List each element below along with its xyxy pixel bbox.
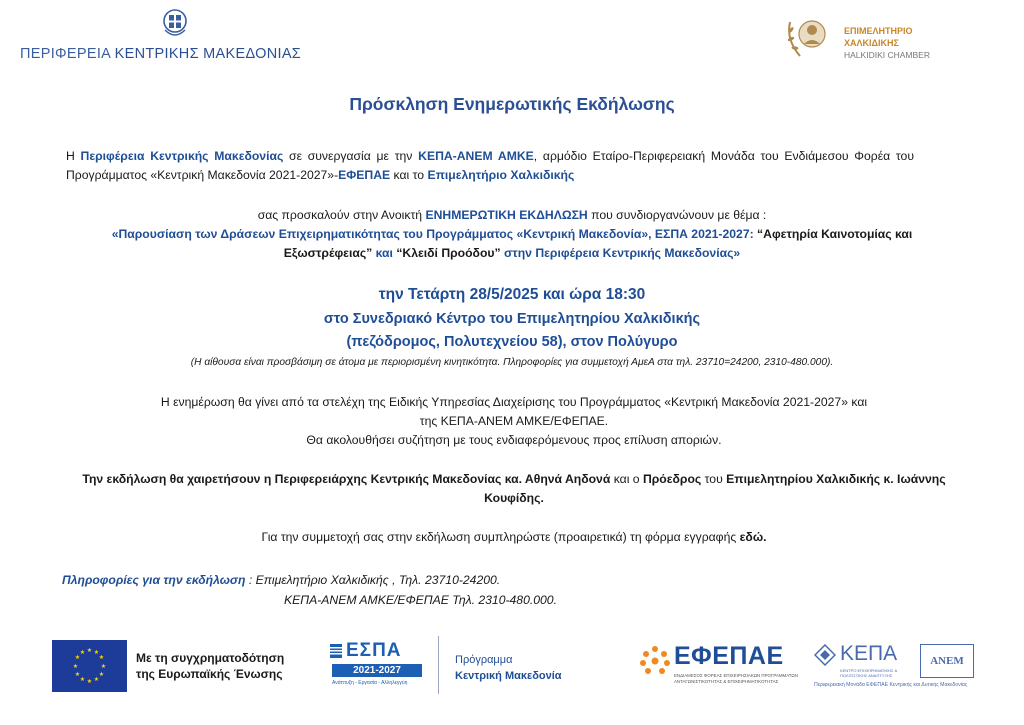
region-name	[20, 46, 301, 62]
region-logo	[20, 8, 302, 66]
svg-text:★: ★	[72, 663, 79, 670]
contact-info	[62, 570, 557, 610]
svg-text:★: ★	[79, 676, 86, 683]
topic-text: «Παρουσίαση των Δράσεων Επιχειρηματικότητας του Προγράμματος «Κεντρική Μακεδονία», ΕΣΠΑ 2021-2027:	[111, 227, 758, 241]
intro-paragraph	[66, 147, 914, 185]
greek-flag-icon	[330, 644, 342, 658]
kepa-subtitle: ΚΕΝΤΡΟ ΕΠΙΧΕΙΡΗΜΑΤΙΚΗΣ & ΠΟΛΙΤΙΣΤΙΚΗΣ ΑΝΑΠΤΥΞΗΣ	[840, 668, 898, 678]
contact-kepa: ΚΕΠΑ-ΑΝΕΜ ΑΜΚΕ/ΕΦΕΠΑΕ Τηλ. 2310-480.000.	[284, 593, 557, 607]
efepae-dots-icon	[640, 646, 670, 676]
chamber-logo	[782, 8, 962, 70]
accessibility-note: (Η αίθουσα είναι προσβάσιμη σε άτομα με περιορισμένη κινητικότητα. Πληροφορίες για συμμετοχή ΑμεΑ στα τηλ. 23710=24200, 2310-480.000).	[190, 357, 834, 368]
topic-text: στην Περιφέρεια Κεντρικής Μακεδονίας»	[500, 246, 741, 260]
org-region: Περιφέρεια Κεντρικής Μακεδονίας	[80, 149, 284, 163]
invite-text: σας προσκαλούν στην Ανοικτή	[257, 208, 426, 222]
eu-text-line2: της Ευρωπαϊκής Ένωσης	[136, 667, 283, 681]
eu-cofunding-text	[136, 650, 284, 682]
presenters-line: της ΚΕΠΑ-ΑΝΕΜ ΑΜΚΕ/ΕΦΕΠΑΕ.	[419, 414, 609, 428]
invite-text: που συνδιοργανώνουν με θέμα :	[587, 208, 767, 222]
svg-text:★: ★	[79, 649, 86, 656]
registration-line	[56, 528, 972, 547]
org-kepa: ΚΕΠΑ-ΑΝΕΜ ΑΜΚΕ	[418, 149, 534, 163]
svg-text:★: ★	[93, 676, 100, 683]
intro-text: και το	[390, 168, 428, 182]
org-chamber: Επιμελητήριο Χαλκιδικής	[427, 168, 575, 182]
contact-label: Πληροφορίες για την εκδήλωση	[62, 573, 246, 587]
greeting-chamber: Επιμελητηρίου Χαλκιδικής κ. Ιωάννης Κουφίδης.	[484, 472, 946, 505]
event-date-time: την Τετάρτη 28/5/2025 και ώρα 18:30	[378, 286, 646, 303]
greeting-governor: Την εκδήλωση θα χαιρετήσουν η Περιφερειάρχης Κεντρικής Μακεδονίας κα. Αθηνά Αηδονά	[82, 472, 611, 486]
anem-name: ΑΝΕΜ	[930, 655, 964, 667]
efepae-name: ΕΦΕΠΑΕ	[674, 642, 784, 670]
topic-text: και	[372, 246, 397, 260]
eu-flag-icon	[52, 640, 127, 692]
efepae-subtitle: ΕΝΔΙΑΜΕΣΟΣ ΦΟΡΕΑΣ ΕΠΙΧΕΙΡΗΣΙΑΚΩΝ ΠΡΟΓΡΑΜΜΑΤΩΝ ΑΝΤΑΓΩΝΙΣΤΙΚΟΤΗΤΑΣ & ΕΠΙΧΕΙΡΗΜΑΤΙΚΟΤΗΤΑΣ	[674, 673, 798, 684]
presenters-line: Η ενημέρωση θα γίνει από τα στελέχη της Ειδικής Υπηρεσίας Διαχείρισης του Προγράμματος «Κεντρική Μακεδονία 2021-2027» και	[160, 395, 868, 409]
chamber-name-line1: ΕΠΙΜΕΛΗΤΗΡΙΟ	[844, 26, 913, 36]
greeting-text: του	[701, 472, 727, 486]
efepae-logo	[640, 642, 805, 690]
presenters-paragraph	[56, 393, 972, 450]
kepa-logo	[814, 642, 914, 682]
svg-text:★: ★	[86, 647, 93, 654]
event-address: (πεζόδρομος, Πολυτεχνείου 58), στον Πολύγυρο	[346, 334, 678, 350]
intro-text: Η	[66, 149, 81, 163]
espa-logo	[330, 640, 426, 692]
espa-slogan: Ανάπτυξη - Εργασία - Αλληλεγγύη	[332, 680, 408, 686]
intro-text: , αρμόδιο Εταίρο-Περιφερειακή Μονάδα του Ενδιάμεσου Φορέα του Προγράμματος «Κεντρική Μακεδονία 2021-2027»-	[66, 149, 914, 182]
topic-highlight-2: “Κλειδί Προόδου”	[396, 246, 501, 260]
contact-chamber: : Επιμελητήριο Χαλκιδικής , Τηλ. 23710-24200.	[245, 573, 501, 587]
page-title: Πρόσκληση Ενημερωτικής Εκδήλωσης	[349, 94, 675, 114]
anem-logo	[920, 644, 974, 678]
event-topic	[66, 225, 958, 263]
svg-text:★: ★	[74, 671, 81, 678]
kepa-diamond-icon	[814, 644, 836, 666]
chamber-seal-icon	[782, 10, 836, 68]
region-name-part2: ΚΕΝΤΡΙΚΗΣ ΜΑΚΕΔΟΝΙΑΣ	[114, 46, 302, 62]
event-type: ΕΝΗΜΕΡΩΤΙΚΗ ΕΚΔΗΛΩΣΗ	[425, 208, 588, 222]
svg-text:★: ★	[86, 678, 93, 685]
region-name-part1: ΠΕΡΙΦΕΡΕΙΑ	[20, 46, 115, 62]
event-venue: στο Συνεδριακό Κέντρο του Επιμελητηρίου Χαλκιδικής	[323, 311, 701, 327]
greek-emblem-icon	[162, 8, 188, 40]
intro-text: σε συνεργασία με την	[283, 149, 419, 163]
espa-years: 2021-2027	[332, 664, 422, 677]
svg-text:★: ★	[100, 663, 107, 670]
discussion-line: Θα ακολουθήσει συζήτηση με τους ενδιαφερόμενους προς επίλυση αποριών.	[306, 433, 722, 447]
topic-highlight-1: “Αφετηρία Καινοτομίας και Εξωστρέφειας”	[283, 227, 913, 260]
espa-title: ΕΣΠΑ	[346, 640, 402, 661]
greeting-president: Πρόεδρος	[642, 472, 702, 486]
svg-text:★: ★	[98, 671, 105, 678]
greeting-text: και ο	[610, 472, 643, 486]
invite-lead	[66, 206, 958, 225]
org-efepae: ΕΦΕΠΑΕ	[338, 168, 391, 182]
chamber-name-english: HALKIDIKI CHAMBER	[844, 50, 930, 60]
footer-small-text: Περιφερειακή Μονάδα ΕΦΕΠΑΕ Κεντρικής και Δυτικής Μακεδονίας	[814, 682, 968, 688]
registration-form-link[interactable]: εδώ.	[739, 530, 767, 544]
kepa-name: ΚΕΠΑ	[840, 642, 898, 665]
footer-divider	[438, 636, 439, 694]
program-name	[455, 652, 562, 684]
eu-text-line1: Με τη συγχρηματοδότηση	[136, 651, 285, 665]
program-title: Κεντρική Μακεδονία	[455, 670, 562, 682]
greeting-paragraph	[56, 470, 972, 508]
program-label: Πρόγραμμα	[455, 654, 513, 666]
chamber-name-line2: ΧΑΛΚΙΔΙΚΗΣ	[844, 38, 899, 48]
registration-text: Για την συμμετοχή σας στην εκδήλωση συμπληρώστε (προαιρετικά) τη φόρμα εγγραφής	[261, 530, 740, 544]
svg-text:★: ★	[74, 654, 81, 661]
svg-text:★: ★	[93, 649, 100, 656]
svg-text:★: ★	[98, 654, 105, 661]
